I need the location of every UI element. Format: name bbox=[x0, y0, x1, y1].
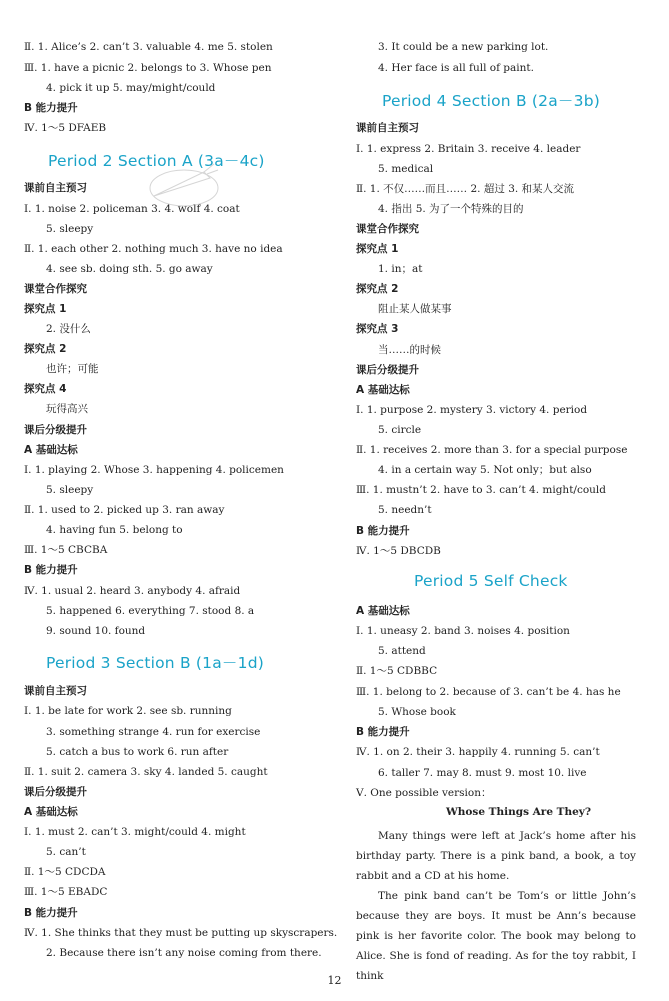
section-label: 探究点 4 bbox=[24, 383, 67, 395]
section-label: 课后分级提升 bbox=[24, 424, 87, 436]
answer-line: Ⅳ. 1. She thinks that they must be putting up skyscrapers. bbox=[24, 927, 338, 939]
answer-line: 也许；可能 bbox=[46, 363, 99, 375]
answer-line: Ⅲ. 1. mustn’t 2. have to 3. can’t 4. might/could bbox=[356, 484, 606, 496]
section-label: 探究点 2 bbox=[356, 283, 399, 295]
answer-line: 5. needn’t bbox=[378, 504, 432, 516]
section-label: 课堂合作探究 bbox=[356, 223, 419, 235]
answer-line: Ⅱ. 1～5 CDCDA bbox=[24, 866, 106, 878]
answer-line: 5. medical bbox=[378, 163, 434, 175]
answer-line: Ⅲ. 1. belong to 2. because of 3. can’t be 4. has he bbox=[356, 686, 621, 698]
answer-line: Ⅳ. 1. on 2. their 3. happily 4. running 5. can’t bbox=[356, 746, 600, 758]
section-label: 探究点 1 bbox=[356, 243, 399, 255]
answer-line: Ⅱ. 1. each other 2. nothing much 3. have no idea bbox=[24, 243, 283, 255]
answer-line: 5. sleepy bbox=[46, 223, 94, 235]
answer-line: Ⅰ. 1. purpose 2. mystery 3. victory 4. period bbox=[356, 404, 588, 416]
answer-line: 5. happened 6. everything 7. stood 8. a bbox=[46, 605, 255, 617]
answer-line: Ⅱ. 1～5 CDBBC bbox=[356, 665, 438, 677]
answer-line: 9. sound 10. found bbox=[46, 625, 146, 637]
section-label: 探究点 3 bbox=[356, 323, 399, 335]
answer-line: 当……的时候 bbox=[378, 344, 441, 356]
answer-line: Ⅰ. 1. playing 2. Whose 3. happening 4. policemen bbox=[24, 464, 284, 476]
section-label: 课前自主预习 bbox=[24, 685, 87, 697]
answer-line: 阻止某人做某事 bbox=[378, 303, 452, 315]
answer-line: 5. can’t bbox=[46, 846, 86, 858]
period-heading: Period 2 Section A (3a－4c) bbox=[48, 152, 265, 170]
section-label: 课后分级提升 bbox=[356, 364, 419, 376]
answer-line: Ⅱ. 1. suit 2. camera 3. sky 4. landed 5. caught bbox=[24, 766, 268, 778]
answer-line: Ⅴ. One possible version： bbox=[356, 787, 492, 799]
answer-line: Ⅳ. 1. usual 2. heard 3. anybody 4. afraid bbox=[24, 585, 241, 597]
period-heading: Period 4 Section B (2a－3b) bbox=[382, 92, 600, 110]
answer-line: Ⅲ. 1～5 CBCBA bbox=[24, 544, 108, 556]
answer-line: Ⅱ. 1. receives 2. more than 3. for a special purpose bbox=[356, 444, 628, 456]
answer-line: 玩得高兴 bbox=[46, 403, 88, 415]
period-heading: Period 3 Section B (1a－1d) bbox=[46, 654, 264, 672]
answer-line: Ⅳ. 1～5 DFAEB bbox=[24, 122, 107, 134]
answer-line: 5. circle bbox=[378, 424, 422, 436]
answer-line: Ⅰ. 1. uneasy 2. band 3. noises 4. position bbox=[356, 625, 570, 637]
answer-line: 5. attend bbox=[378, 645, 426, 657]
section-label: A 基础达标 bbox=[24, 806, 78, 818]
answer-line: 2. 没什么 bbox=[46, 323, 91, 335]
section-label: 课前自主预习 bbox=[24, 182, 87, 194]
section-label: 探究点 1 bbox=[24, 303, 67, 315]
answer-line: 4. in a certain way 5. Not only；but also bbox=[378, 464, 592, 476]
answer-line: Ⅳ. 1～5 DBCDB bbox=[356, 545, 441, 557]
answer-line: 4. 指出 5. 为了一个特殊的目的 bbox=[378, 203, 524, 215]
answer-line: 1. in；at bbox=[378, 263, 423, 275]
essay-paragraph: Many things were left at Jack’s home after his birthday party. There is a pink band, a book, a toy rabbit and a CD at his home. bbox=[356, 830, 636, 882]
section-label: A 基础达标 bbox=[24, 444, 78, 456]
section-label: 探究点 2 bbox=[24, 343, 67, 355]
answer-line: Ⅱ. 1. 不仅……而且…… 2. 超过 3. 和某人交流 bbox=[356, 183, 575, 195]
section-label: B 能力提升 bbox=[24, 907, 78, 919]
answer-line: 2. Because there isn’t any noise coming from there. bbox=[46, 947, 322, 959]
period-heading: Period 5 Self Check bbox=[414, 572, 568, 590]
answer-line: Ⅰ. 1. be late for work 2. see sb. running bbox=[24, 705, 232, 717]
essay-paragraph: The pink band can’t be Tom’s or little John’s because they are boys. It must be Ann’s because pink is her favorite color. The book may belong to Alice. She is fond of reading. As for the toy rabbit, I think bbox=[356, 890, 636, 982]
section-label: B 能力提升 bbox=[356, 525, 410, 537]
section-label: A 基础达标 bbox=[356, 605, 410, 617]
answer-line: 4. Her face is all full of paint. bbox=[378, 62, 534, 74]
answer-line: Ⅰ. 1. must 2. can’t 3. might/could 4. might bbox=[24, 826, 246, 838]
answer-line: Ⅲ. 1. have a picnic 2. belongs to 3. Whose pen bbox=[24, 62, 272, 74]
answer-line: Ⅱ. 1. Alice’s 2. can’t 3. valuable 4. me 5. stolen bbox=[24, 41, 273, 53]
column-divider bbox=[340, 0, 341, 960]
answer-line: Ⅲ. 1～5 EBADC bbox=[24, 886, 108, 898]
page-number: 12 bbox=[327, 974, 342, 987]
answer-line: Ⅰ. 1. noise 2. policeman 3. 4. wolf 4. coat bbox=[24, 203, 240, 215]
answer-line: 3. It could be a new parking lot. bbox=[378, 41, 549, 53]
answer-line: 4. pick it up 5. may/might/could bbox=[46, 82, 216, 94]
answer-line: 5. catch a bus to work 6. run after bbox=[46, 746, 229, 758]
answer-line: 6. taller 7. may 8. must 9. most 10. live bbox=[378, 767, 587, 779]
answer-line: 4. having fun 5. belong to bbox=[46, 524, 183, 536]
answer-line: 5. Whose book bbox=[378, 706, 456, 718]
answer-line: 4. see sb. doing sth. 5. go away bbox=[46, 263, 213, 275]
essay-title: Whose Things Are They? bbox=[446, 806, 592, 818]
answer-line: 5. sleepy bbox=[46, 484, 94, 496]
section-label: 课堂合作探究 bbox=[24, 283, 87, 295]
carrot-stamp-icon bbox=[144, 158, 224, 216]
section-label: 课后分级提升 bbox=[24, 786, 87, 798]
answer-line: Ⅱ. 1. used to 2. picked up 3. ran away bbox=[24, 504, 225, 516]
section-label: A 基础达标 bbox=[356, 384, 410, 396]
section-label: B 能力提升 bbox=[356, 726, 410, 738]
section-label: 课前自主预习 bbox=[356, 122, 419, 134]
section-label: B 能力提升 bbox=[24, 102, 78, 114]
section-label: B 能力提升 bbox=[24, 564, 78, 576]
answer-line: Ⅰ. 1. express 2. Britain 3. receive 4. leader bbox=[356, 143, 581, 155]
answer-line: 3. something strange 4. run for exercise bbox=[46, 726, 261, 738]
